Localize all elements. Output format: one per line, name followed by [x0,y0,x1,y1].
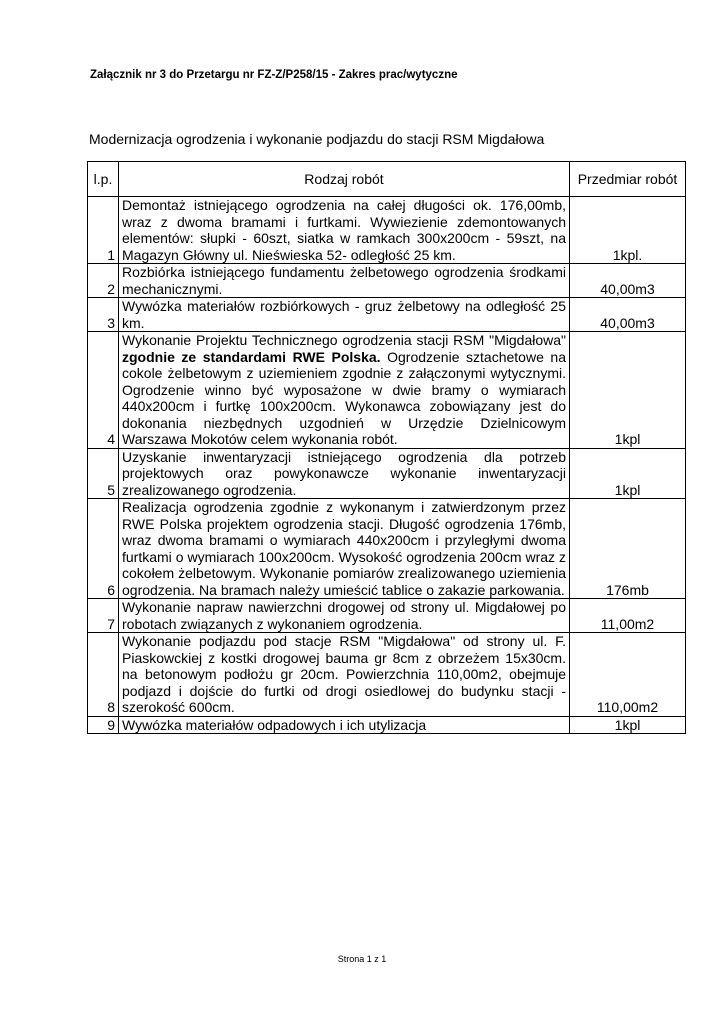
page-footer: Strona 1 z 1 [337,954,387,964]
row-lp: 5 [88,448,119,499]
table-row [88,332,686,449]
header-quantity: Przedmiar robót [570,162,686,197]
row-quantity: 40,00m3 [570,298,686,332]
row-description-bold-part: zgodnie ze standardami RWE Polska. [122,348,381,365]
document-header-title: Załącznik nr 3 do Przetargu nr FZ-Z/P258/15 - Zakres prac/wytyczne [90,69,458,81]
row-lp: 3 [88,298,119,332]
row-description: Rozbiórka istniejącego fundamentu żelbetowego ogrodzenia środkami mechanicznymi. [119,264,570,298]
table-row [88,298,686,332]
document-subtitle: Modernizacja ogrodzenia i wykonanie podjazdu do stacji RSM Migdałowa [89,131,545,147]
row-lp: 2 [88,264,119,298]
table-row [88,448,686,499]
table-row [88,499,686,599]
row-lp: 1 [88,197,119,264]
row-description [119,332,570,449]
row-lp: 4 [88,332,119,449]
row-quantity: 1kpl [570,716,686,734]
row-description: Realizacja ogrodzenia zgodnie z wykonanym i zatwierdzonym przez RWE Polska projektem ogrodzenia stacji. Długość ogrodzenia 176mb, wraz dwoma bramami o wymiarach 440x200cm i przyległymi dwoma furtkami o wymiarach 100x200cm. Wysokość ogrodzenia 200cm wraz z cokołem żelbetowym. Wykonanie pomiarów zrealizowanego uziemienia ogrodzenia. Na bramach należy umieścić tablice o zakazie parkowania. [119,499,570,599]
row-description: Wywózka materiałów rozbiórkowych - gruz żelbetowy na odległość 25 km. [119,298,570,332]
row-lp: 6 [88,499,119,599]
row-description-part: Wykonanie Projektu Technicznego ogrodzenia stacji RSM "Migdałowa" [122,332,566,348]
row-description: Wykonanie podjazdu pod stacje RSM "Migdałowa" od strony ul. F. Piaskowckiej z kostki drogowej bauma gr 8cm z obrzeżem 15x30cm. na betonowym podłożu gr 20cm. Powierzchnia 110,00m2, obejmuje podjazd i dojście do furtki od drogi osiedlowej do budynku stacji - szerokość 600cm. [119,633,570,717]
row-lp: 7 [88,599,119,633]
row-description: Uzyskanie inwentaryzacji istniejącego ogrodzenia dla potrzeb projektowych oraz powykonawcze wykonanie inwentaryzacji zrealizowanego ogrodzenia. [119,448,570,499]
row-quantity: 1kpl [570,448,686,499]
table-row [88,633,686,717]
header-description: Rodzaj robót [119,162,570,197]
row-quantity: 1kpl. [570,197,686,264]
table-row [88,264,686,298]
row-quantity: 11,00m2 [570,599,686,633]
row-quantity: 176mb [570,499,686,599]
row-description: Demontaż istniejącego ogrodzenia na całej długości ok. 176,00mb, wraz z dwoma bramami i furtkami. Wywiezienie zdemontowanych elementów: słupki - 60szt, siatka w ramkach 300x200cm - 59szt, na Magazyn Główny ul. Nieświeska 52- odległość 25 km. [119,197,570,264]
row-quantity: 110,00m2 [570,633,686,717]
row-lp: 8 [88,633,119,717]
row-description-part: Ogrodzenie sztachetowe na cokole żelbetowym z uziemieniem zgodnie z załączonymi wytycznymi. Ogrodzenie winno być wyposażone w dwie bramy o wymiarach 440x200cm i furtkę 100x200cm. Wykonawca zobowiązany jest do dokonania niezbędnych uzgodnień w Urzędzie Dzielnicowym Warszawa Mokotów celem wykonania robót. [122,348,566,447]
header-lp: l.p. [88,162,119,197]
row-quantity: 1kpl [570,332,686,449]
table-row [88,197,686,264]
works-table [87,161,686,734]
row-quantity: 40,00m3 [570,264,686,298]
table-header-row [88,162,686,197]
table-row [88,599,686,633]
row-lp: 9 [88,716,119,734]
table-row [88,716,686,734]
row-description: Wykonanie napraw nawierzchni drogowej od strony ul. Migdałowej po robotach związanych z wykonaniem ogrodzenia. [119,599,570,633]
row-description: Wywózka materiałów odpadowych i ich utylizacja [119,716,570,734]
